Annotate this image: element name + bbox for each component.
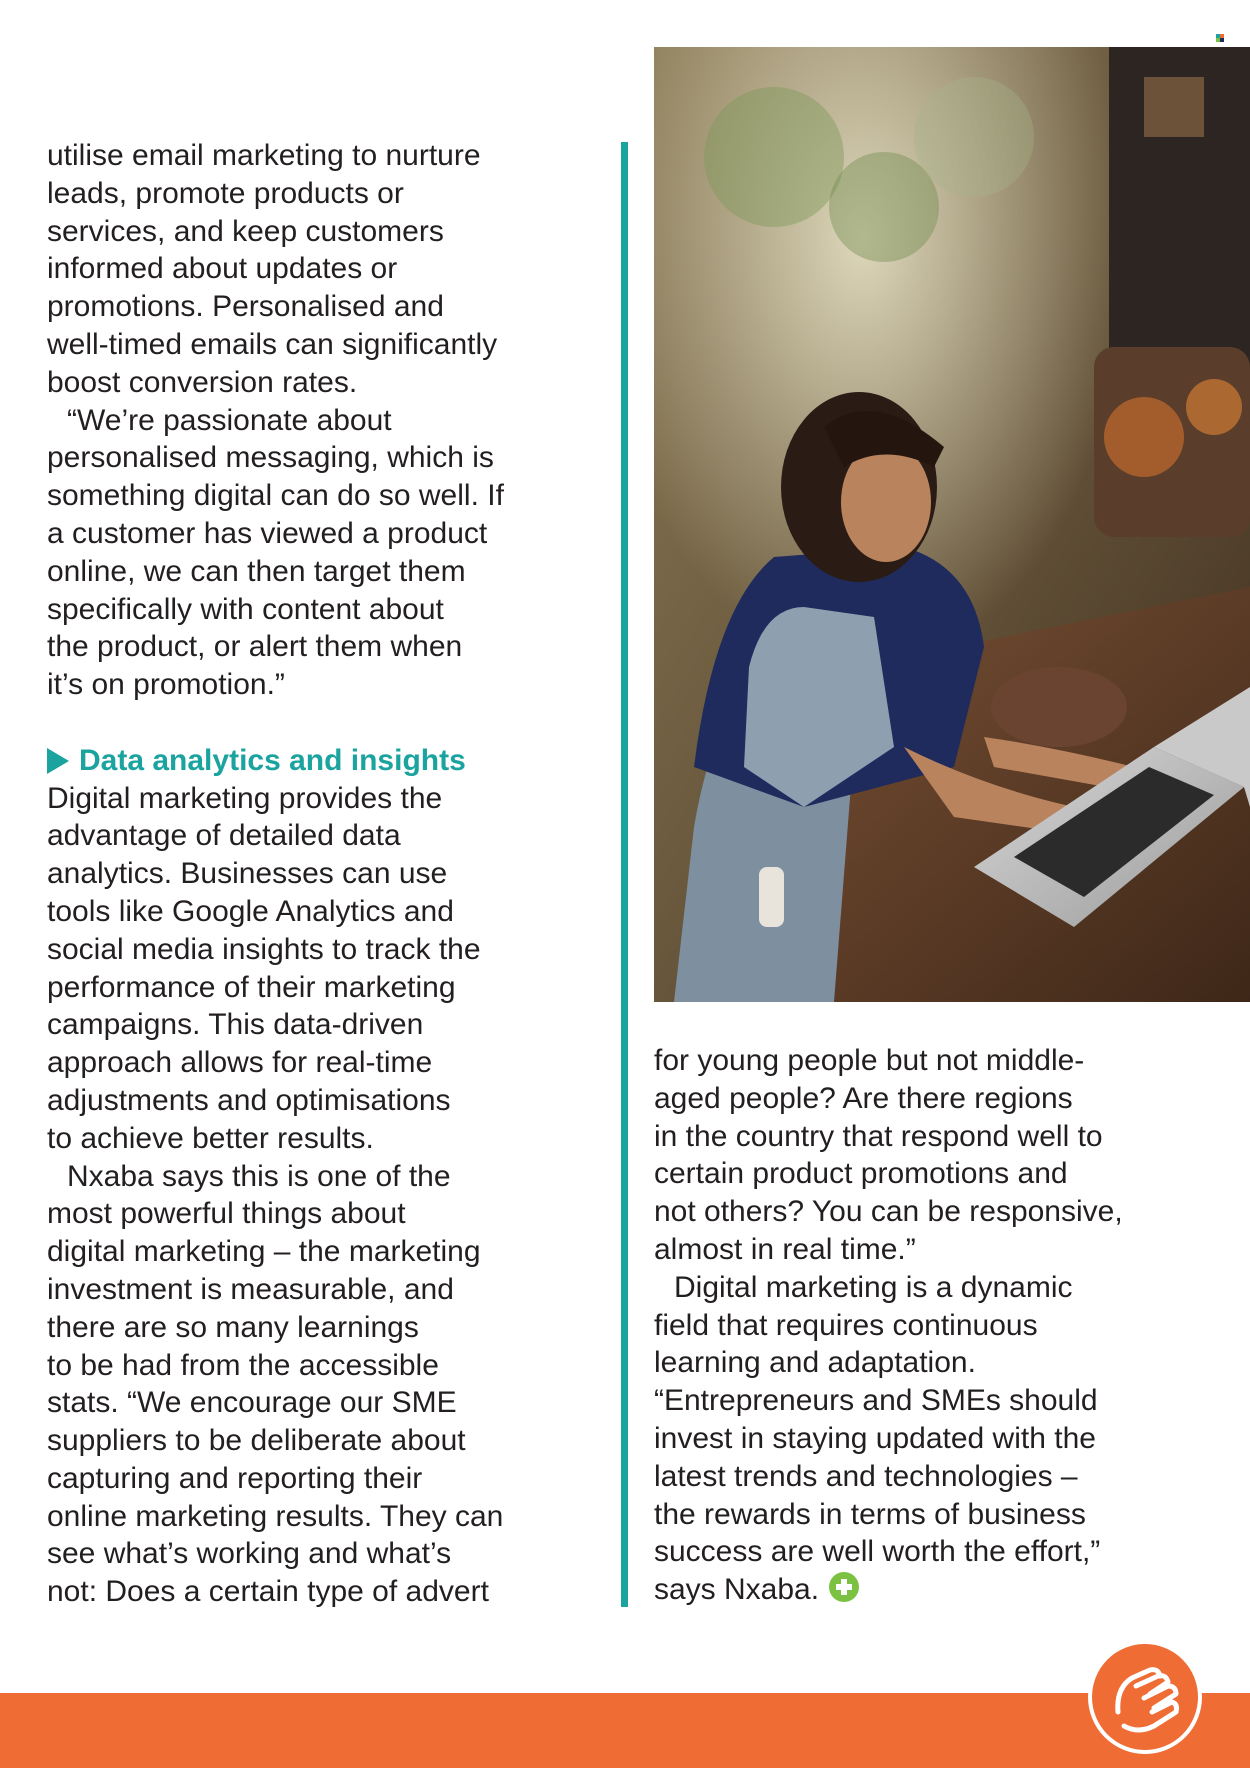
- right-text-column: [654, 1042, 1214, 1609]
- text-line: aged people? Are there regions: [654, 1081, 1073, 1115]
- text-line: not others? You can be responsive,: [654, 1195, 1123, 1229]
- text-line: says Nxaba.: [654, 1573, 820, 1607]
- text-line: invest in staying updated with the: [654, 1421, 1096, 1455]
- text-line: advantage of detailed data: [47, 819, 401, 853]
- text-line: not: Does a certain type of advert: [47, 1575, 489, 1609]
- text-line: personalised messaging, which is: [47, 441, 494, 475]
- article-photo: [654, 47, 1250, 1002]
- paragraph-email-marketing: [47, 137, 607, 402]
- section-heading-text: Data analytics and insights: [79, 743, 466, 777]
- text-line: investment is measurable, and: [47, 1272, 454, 1306]
- text-line: performance of their marketing: [47, 970, 456, 1004]
- text-line: leads, promote products or: [47, 176, 404, 210]
- text-line: certain product promotions and: [654, 1157, 1068, 1191]
- plus-circle-icon: [829, 1572, 859, 1602]
- text-line: suppliers to be deliberate about: [47, 1424, 466, 1458]
- text-line: boost conversion rates.: [47, 365, 358, 399]
- hand-logo-icon: [1088, 1640, 1202, 1754]
- text-line: adjustments and optimisations: [47, 1083, 451, 1117]
- text-line: most powerful things about: [47, 1197, 406, 1231]
- text-line: Nxaba says this is one of the: [67, 1159, 451, 1193]
- text-line: online, we can then target them: [47, 554, 466, 588]
- text-line: utilise email marketing to nurture: [47, 139, 481, 172]
- text-line: in the country that respond well to: [654, 1119, 1103, 1153]
- left-text-column: [47, 137, 607, 1611]
- text-line: digital marketing – the marketing: [47, 1235, 481, 1269]
- text-line: field that requires continuous: [654, 1308, 1038, 1342]
- corner-mark-icon: [1216, 34, 1224, 42]
- paragraph-nxaba-measurable: [47, 1158, 607, 1612]
- text-line: the product, or alert them when: [47, 630, 463, 664]
- paragraph-data-analytics: [47, 780, 607, 1158]
- text-line: almost in real time.”: [654, 1232, 916, 1266]
- text-line: the rewards in terms of business: [654, 1497, 1086, 1531]
- text-line: something digital can do so well. If: [47, 479, 504, 513]
- footer-bar: [0, 1693, 1250, 1768]
- text-line: analytics. Businesses can use: [47, 857, 448, 891]
- triangle-right-icon: [47, 748, 69, 774]
- section-heading: [47, 742, 607, 780]
- paragraph-personalised-quote: [47, 402, 607, 704]
- text-line: see what’s working and what’s: [47, 1537, 452, 1571]
- text-line: stats. “We encourage our SME: [47, 1386, 457, 1420]
- text-line: informed about updates or: [47, 252, 398, 286]
- paragraph-conclusion: [654, 1269, 1214, 1609]
- text-line: latest trends and technologies –: [654, 1459, 1078, 1493]
- text-line: Digital marketing provides the: [47, 781, 443, 815]
- text-line: success are well worth the effort,”: [654, 1535, 1101, 1569]
- text-line: “Entrepreneurs and SMEs should: [654, 1384, 1098, 1418]
- text-line: promotions. Personalised and: [47, 290, 444, 324]
- text-line: a customer has viewed a product: [47, 516, 488, 550]
- text-line: online marketing results. They can: [47, 1499, 504, 1533]
- text-line: tools like Google Analytics and: [47, 894, 454, 928]
- text-line: well-timed emails can significantly: [47, 327, 498, 361]
- text-line: to be had from the accessible: [47, 1348, 439, 1382]
- paragraph-continued-quote: [654, 1042, 1214, 1269]
- text-line: social media insights to track the: [47, 932, 481, 966]
- text-line: specifically with content about: [47, 592, 444, 626]
- text-line: it’s on promotion.”: [47, 668, 285, 702]
- text-line: services, and keep customers: [47, 214, 444, 248]
- text-line: Digital marketing is a dynamic: [674, 1270, 1073, 1304]
- text-line: campaigns. This data-driven: [47, 1008, 424, 1042]
- text-line: to achieve better results.: [47, 1121, 374, 1155]
- text-line: capturing and reporting their: [47, 1461, 423, 1495]
- text-line: there are so many learnings: [47, 1310, 419, 1344]
- text-line: “We’re passionate about: [67, 403, 392, 437]
- text-line-final: [654, 1571, 1214, 1609]
- text-line: for young people but not middle-: [654, 1044, 1085, 1077]
- column-divider: [621, 142, 628, 1607]
- text-line: approach allows for real-time: [47, 1046, 433, 1080]
- text-line: learning and adaptation.: [654, 1346, 976, 1380]
